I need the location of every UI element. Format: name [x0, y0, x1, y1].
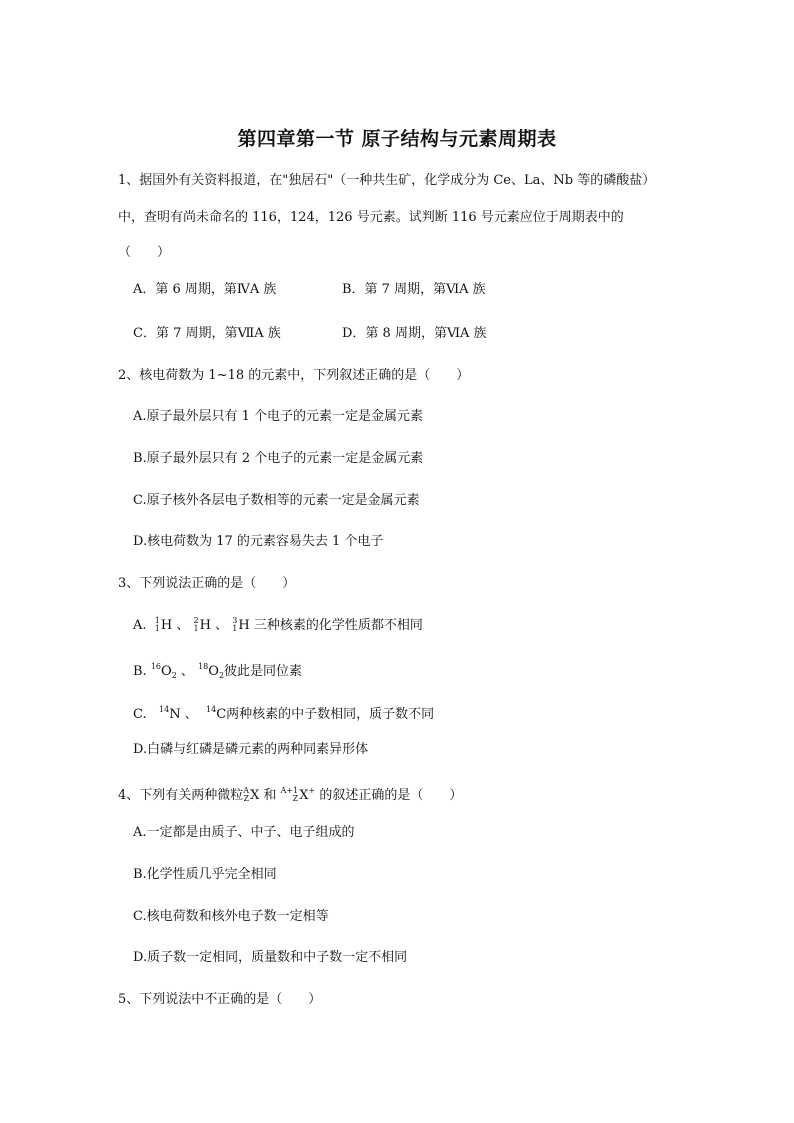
- q1-option-d: D．第 8 周期，第ⅥA 族: [342, 326, 487, 341]
- particle-x-ion: A+1 Z X+: [280, 785, 316, 803]
- q1-option-b: B．第 7 周期，第ⅥA 族: [342, 282, 486, 297]
- q3-option-b: B. $^{16}O_2$ 、 $^{18}O_2$彼此是同位素: [133, 662, 303, 680]
- q3-option-a: A. 1 1 H 、 2 1 H 、 3 1 H 三种核素的化学性质都不相同: [133, 615, 423, 633]
- q5-stem: 5、下列说法中不正确的是（ ）: [118, 992, 322, 1007]
- q2-option-b: B.原子最外层只有 2 个电子的元素一定是金属元素: [133, 451, 424, 466]
- nuclide-h2: 2 1 H: [193, 615, 211, 633]
- q4-option-b: B.化学性质几乎完全相同: [133, 867, 277, 882]
- q3-option-d: D.白磷与红磷是磷元素的两种同素异形体: [133, 742, 369, 757]
- nuclide-h1: 1 1 H: [154, 615, 173, 633]
- page-title: 第四章第一节 原子结构与元素周期表: [237, 128, 557, 150]
- q2-option-a: A.原子最外层只有 1 个电子的元素一定是金属元素: [133, 409, 424, 424]
- q1-stem-line2: 中，查明有尚未命名的 116，124，126 号元素。试判断 116 号元素应位于周期表中的: [118, 210, 624, 225]
- q4-option-a: A.一定都是由质子、中子、电子组成的: [133, 825, 355, 840]
- particle-x: A Z X: [243, 785, 260, 803]
- q2-option-d: D.核电荷数为 17 的元素容易失去 1 个电子: [133, 534, 384, 549]
- q4-option-d: D.质子数一定相同，质量数和中子数一定不相同: [133, 950, 408, 965]
- q3-option-b-text: 彼此是同位素: [224, 664, 303, 679]
- q4-option-c: C.核电荷数和核外电子数一定相等: [133, 909, 329, 924]
- q2-option-c: C.原子核外各层电子数相等的元素一定是金属元素: [133, 493, 420, 508]
- q3-option-c: C. $^{14}$N 、 $^{14}$C两种核素的中子数相同，质子数不同: [133, 705, 435, 722]
- nuclide-h3: 3 1 H: [232, 615, 250, 633]
- q3-option-c-text: 两种核素的中子数相同，质子数不同: [226, 707, 435, 722]
- q1-option-a: A．第 6 周期，第ⅣA 族: [133, 282, 277, 297]
- q4-stem: 4、下列有关两种微粒 A Z X 和 A+1 Z X+ 的叙述正确的是（ ）: [118, 782, 462, 805]
- q3-option-a-text: 三种核素的化学性质都不相同: [253, 618, 423, 633]
- q2-stem: 2、核电荷数为 1~18 的元素中，下列叙述正确的是（ ）: [118, 368, 470, 383]
- q3-option-a-label: A.: [133, 618, 147, 633]
- q1-stem-line3: （ ）: [118, 245, 171, 260]
- q3-stem: 3、下列说法正确的是（ ）: [118, 576, 296, 591]
- q1-stem-line1: 1、据国外有关资料报道，在"独居石"（一种共生矿，化学成分为 Ce、La、Nb 等的磷酸盐）: [118, 173, 656, 188]
- q1-option-c: C．第 7 周期，第ⅦA 族: [133, 326, 281, 341]
